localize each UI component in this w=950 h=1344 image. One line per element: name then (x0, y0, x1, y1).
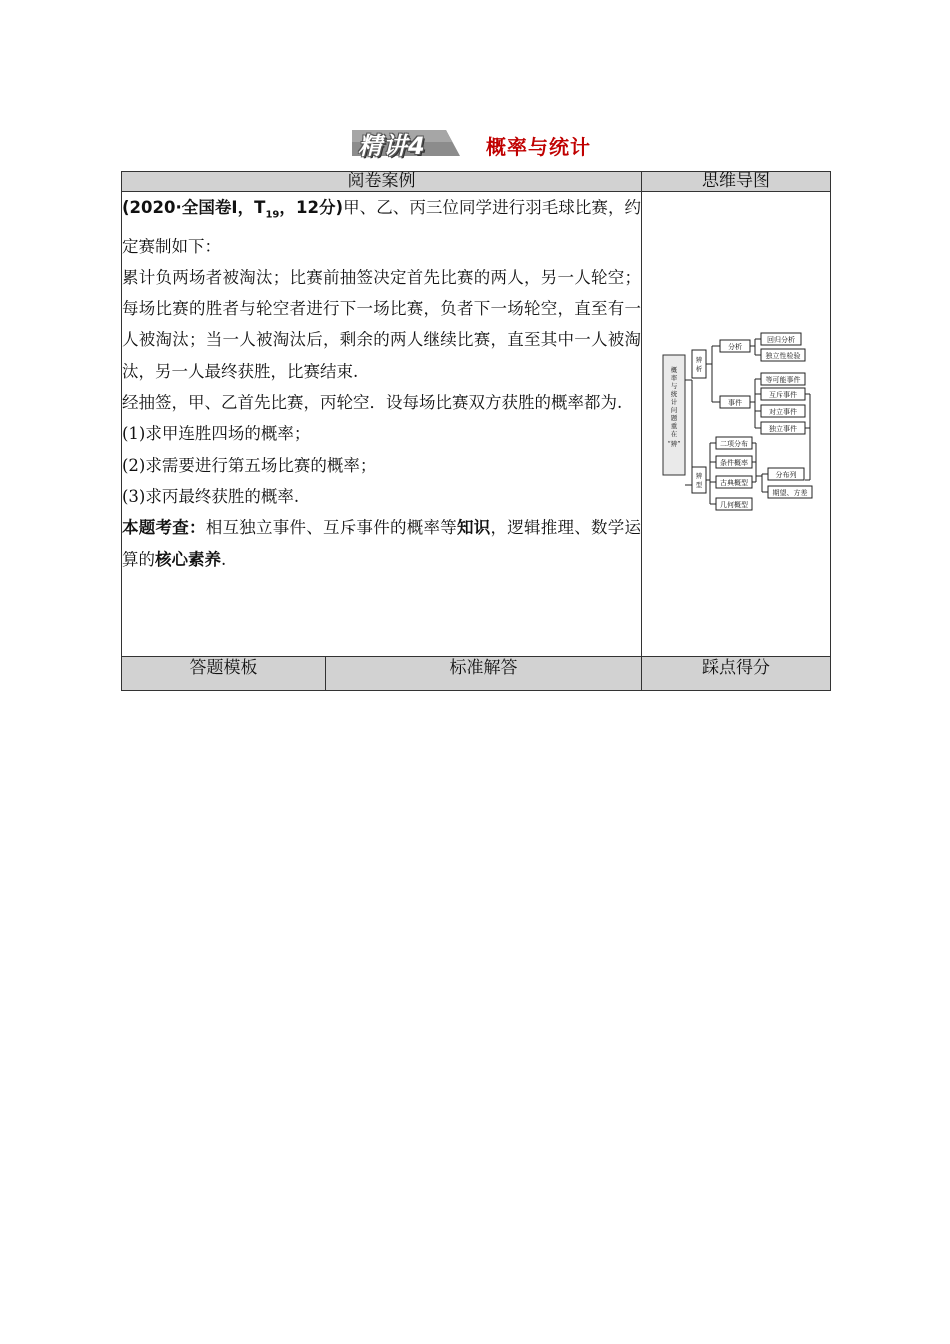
question-3: (3)求丙最终获胜的概率. (122, 486, 300, 506)
problem-content (122, 192, 642, 657)
mindmap-independence-test: 独立性检验 (765, 352, 801, 360)
mindmap-mutually-exclusive: 互斥事件 (769, 391, 797, 399)
footer-standard: 标准解答 (326, 657, 642, 691)
mindmap-equally-likely: 等可能事件 (765, 376, 801, 384)
problem-rules: 累计负两场者被淘汰；比赛前抽签决定首先比赛的两人，另一人轮空；每场比赛的胜者与轮空者进行下一场比赛，负者下一场轮空，直至有一人被淘汰；当一人被淘汰后，剩余的两人继续比赛，直至其中一人被淘汰，另一人最终获胜，比赛结束. (122, 267, 641, 381)
problem-intro: (2020·全国卷Ⅰ，$T_{19}$，12分)甲、乙、丙三位同学进行羽毛球比赛，约定赛制如下： (122, 198, 641, 256)
header-case: 阅卷案例 (122, 172, 642, 192)
mindmap-regression: 回归分析 (767, 336, 795, 344)
mindmap-binomial: 二项分布 (720, 440, 748, 448)
mindmap-root: 概率与统计问题重在“辨” (667, 366, 681, 448)
mindmap-analysis: 分析 (728, 343, 742, 351)
footer-points: 踩点得分 (642, 657, 831, 691)
problem-note: 本题考查：相互独立事件、互斥事件的概率等知识，逻辑推理、数学运算的核心素养. (122, 518, 641, 569)
mindmap-geometric: 几何概型 (720, 501, 748, 509)
mindmap-distribution: 分布列 (775, 471, 797, 479)
header-mindmap: 思维导图 (642, 172, 831, 192)
mindmap-classical: 古典概型 (720, 479, 748, 487)
mindmap-opposite: 对立事件 (769, 408, 797, 416)
title-badge (352, 126, 460, 160)
problem-setup: 经抽签，甲、乙首先比赛，丙轮空．设每场比赛双方获胜的概率都为. (122, 393, 623, 413)
mindmap-branch-analysis: 辨析 (695, 356, 703, 373)
page-title (352, 124, 612, 160)
question-1: (1)求甲连胜四场的概率； (122, 424, 311, 444)
title-badge-text: 精讲4 (358, 132, 426, 160)
mindmap-event: 事件 (728, 399, 742, 407)
question-2: (2)求需要进行第五场比赛的概率； (122, 455, 377, 475)
mindmap-conditional: 条件概率 (720, 459, 748, 467)
footer-template: 答题模板 (122, 657, 326, 691)
problem-source: (2020·全国卷Ⅰ，$T_{19}$，12分) (122, 198, 344, 221)
mindmap-branch-type: 辨型 (695, 472, 703, 489)
mindmap-cell (642, 192, 831, 657)
mindmap-diagram (642, 192, 830, 652)
mindmap-expectation-variance: 期望、方差 (772, 489, 808, 497)
title-main-text: 概率与统计 (486, 135, 591, 159)
case-table (121, 171, 831, 691)
mindmap-independent: 独立事件 (769, 425, 797, 433)
